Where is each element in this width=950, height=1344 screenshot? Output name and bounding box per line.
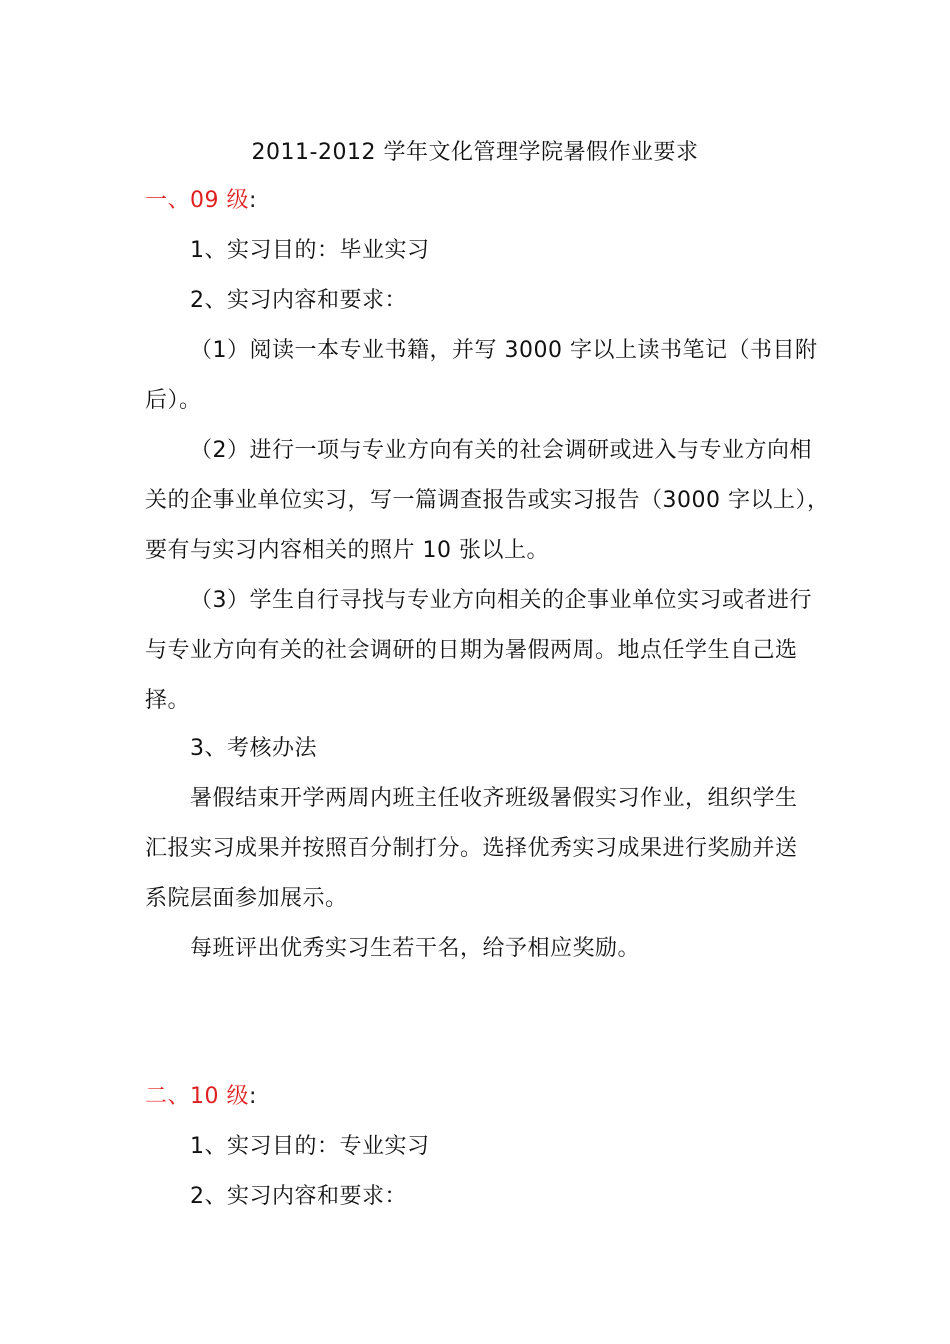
section-colon-10: : <box>249 1084 257 1109</box>
section-colon-09: : <box>249 188 257 213</box>
req3-line2: 与专业方向有关的社会调研的日期为暑假两周。地点任学生自己选 <box>145 638 798 663</box>
section-label-10: 二、10 级 <box>145 1084 249 1109</box>
req2-line1: （2）进行一项与专业方向有关的社会调研或进入与专业方向相 <box>190 438 812 463</box>
assessment-line3: 系院层面参加展示。 <box>145 886 348 911</box>
req1-line1: （1）阅读一本专业书籍，并写 3000 字以上读书笔记（书目附 <box>190 338 818 363</box>
award-line: 每班评出优秀实习生若干名，给予相应奖励。 <box>190 936 641 961</box>
section-heading-10 <box>145 1082 257 1112</box>
req2-line2: 关的企事业单位实习，写一篇调查报告或实习报告（3000 字以上）， <box>145 488 830 513</box>
req3-line1: （3）学生自行寻找与专业方向相关的企事业单位实习或者进行 <box>190 588 812 613</box>
requirements-heading-10: 2、实习内容和要求： <box>190 1184 407 1209</box>
purpose-09: 1、实习目的：毕业实习 <box>190 238 430 263</box>
section-label-09: 一、09 级 <box>145 188 249 213</box>
req3-line3: 择。 <box>145 688 191 713</box>
requirements-heading-09: 2、实习内容和要求： <box>190 288 407 313</box>
req1-line2: 后）。 <box>145 388 202 413</box>
assessment-line2: 汇报实习成果并按照百分制打分。选择优秀实习成果进行奖励并送 <box>145 836 798 861</box>
assessment-heading: 3、考核办法 <box>190 736 317 761</box>
document-title: 2011-2012 学年文化管理学院暑假作业要求 <box>251 140 699 165</box>
req2-line3: 要有与实习内容相关的照片 10 张以上。 <box>145 538 549 563</box>
section-heading-09 <box>145 186 257 216</box>
purpose-10: 1、实习目的：专业实习 <box>190 1134 430 1159</box>
assessment-line1: 暑假结束开学两周内班主任收齐班级暑假实习作业，组织学生 <box>190 786 798 811</box>
